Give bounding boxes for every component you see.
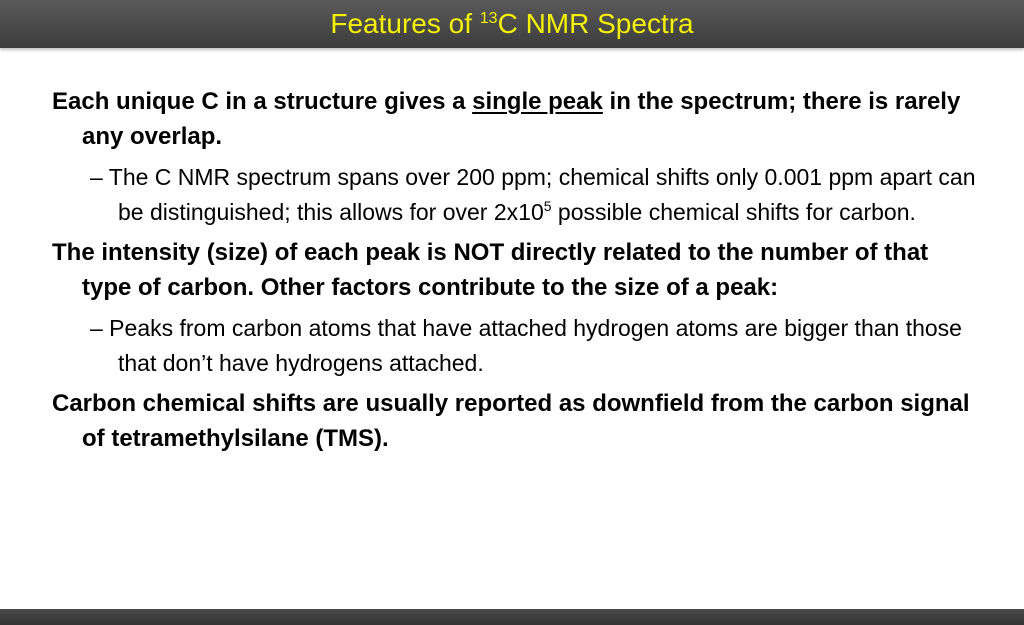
slide-content — [52, 84, 982, 462]
bullet-text: Each unique C in a structure gives a — [52, 88, 473, 115]
bullet-peak-intensity — [52, 235, 982, 305]
bottom-bar — [0, 609, 1024, 625]
bullet-text: in the spectrum; there is rarely any overlap. — [82, 88, 961, 150]
bullet-unique-carbon — [52, 84, 982, 154]
bullet-text: Carbon chemical shifts are usually reported as downfield from the carbon signal of tetramethylsilane (TMS). — [52, 390, 970, 452]
single-peak-emphasis: single peak — [472, 88, 603, 115]
bullet-tms-reference — [52, 386, 982, 456]
title-superscript: 13 — [479, 10, 498, 27]
title-bar — [0, 0, 1024, 48]
slide-title — [330, 0, 693, 48]
title-prefix: Features of — [330, 8, 480, 39]
bullet-text: – Peaks from carbon atoms that have attached hydrogen atoms are bigger than those that don’t have hydrogens attached. — [90, 315, 962, 376]
sub-bullet-hydrogen-peaks — [90, 311, 982, 380]
bullet-text: The intensity (size) of each peak is NOT directly related to the number of that type of carbon. Other factors contribute to the size of a peak: — [52, 239, 929, 301]
exponent: 5 — [543, 197, 552, 214]
title-suffix: C NMR Spectra — [497, 8, 694, 39]
bullet-text: possible chemical shifts for carbon. — [551, 198, 916, 225]
bullet-text: – The C NMR spectrum spans over 200 ppm; chemical shifts only 0.001 ppm apart can be distinguished; this allows for over 2x10 — [90, 164, 976, 225]
sub-bullet-spectrum-range — [90, 160, 982, 229]
